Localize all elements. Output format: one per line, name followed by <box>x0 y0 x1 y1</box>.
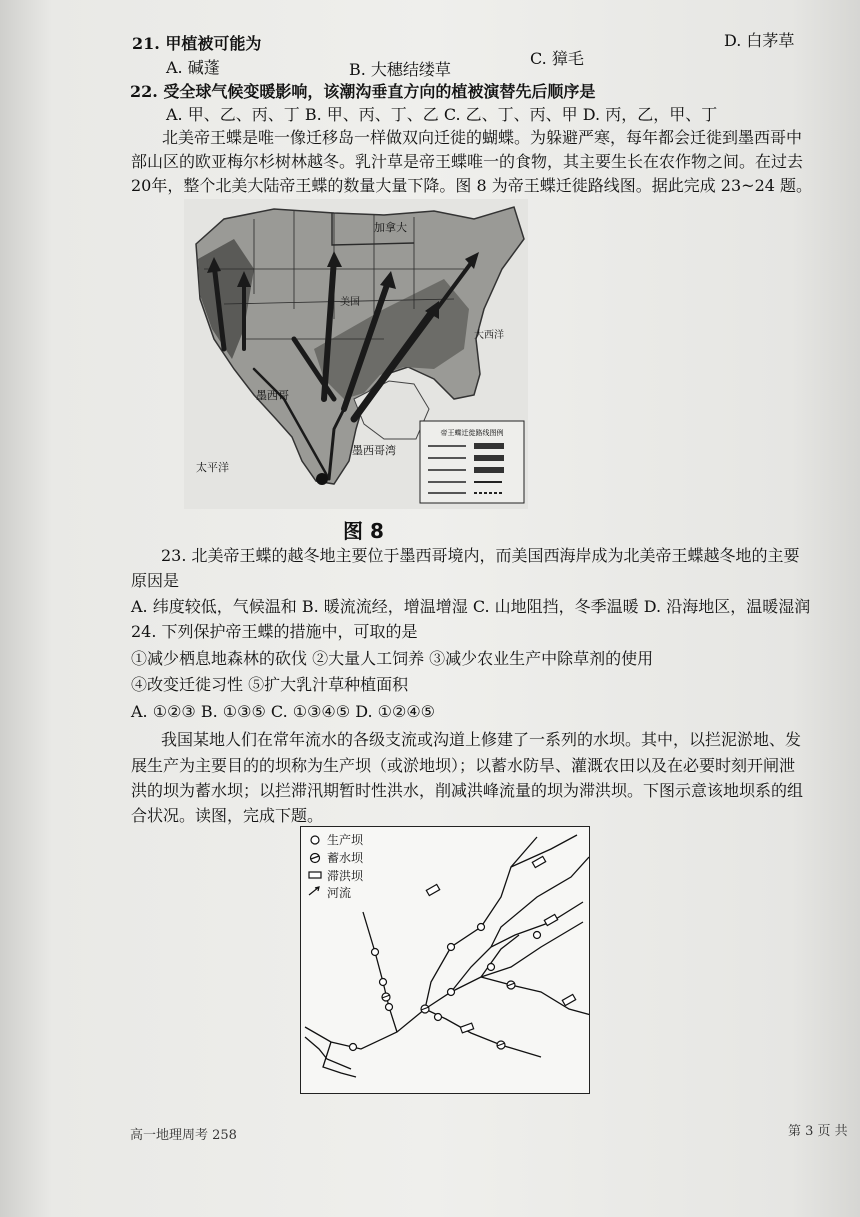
q24-items-line1: ①减少栖息地森林的砍伐 ②大量人工饲养 ③减少农业生产中除草剂的使用 <box>131 649 654 668</box>
label-pacific: 太平洋 <box>196 461 229 474</box>
production-dam <box>386 1004 393 1011</box>
map-legend <box>420 421 524 503</box>
figure8-caption: 图 8 <box>343 519 384 543</box>
production-dam <box>448 944 455 951</box>
label-canada: 加拿大 <box>374 221 407 234</box>
storage-dam-symbol <box>311 854 320 863</box>
storage-dam <box>507 981 515 989</box>
q21-stem: 21. 甲植被可能为 <box>132 34 262 53</box>
q21-option-c: C. 獐毛 <box>530 49 584 68</box>
label-mexico: 墨西哥 <box>256 389 289 402</box>
production-dam <box>488 964 495 971</box>
flood-dam <box>426 884 439 895</box>
monarch-migration-map <box>184 199 528 509</box>
passage2-line1: 我国某地人们在常年流水的各级支流或沟道上修建了一系列的水坝。其中，以拦泥淤地、发 <box>161 730 802 749</box>
production-dam <box>380 979 387 986</box>
production-dam-symbol <box>311 836 319 844</box>
passage2-line2: 展生产为主要目的的坝称为生产坝（或淤地坝）；以蓄水防旱、灌溉农田以及在必要时刻开闸泄 <box>131 756 796 775</box>
production-dam <box>350 1044 357 1051</box>
production-dam <box>435 1014 442 1021</box>
footer-page-number: 第 3 页 共 <box>788 1124 848 1139</box>
flood-dam-symbol <box>309 872 321 878</box>
q21-option-a: A. 碱蓬 <box>166 58 220 77</box>
map-legend-title: 帝王蝶迁徙路线图例 <box>440 429 504 437</box>
passage2-line4: 合状况。读图，完成下题。 <box>131 806 324 825</box>
production-dam <box>534 932 541 939</box>
legend-flood-dam: 滞洪坝 <box>327 869 364 883</box>
legend-river: 河流 <box>327 886 352 900</box>
storage-dam <box>497 1041 505 1049</box>
flood-dam <box>532 856 545 867</box>
q22-options: A. 甲、乙、丙、丁 B. 甲、丙、丁、乙 C. 乙、丁、丙、甲 D. 丙，乙，甲、丁 <box>166 105 718 124</box>
wintering-site-marker <box>316 473 328 485</box>
flood-dam <box>544 914 557 925</box>
q23-options: A. 纬度较低，气候温和 B. 暖流流经，增温增湿 C. 山地阻挡，冬季温暖 D. 沿海地区，温暖湿润 <box>131 597 811 616</box>
q24-options: A. ①②③ B. ①③⑤ C. ①③④⑤ D. ①②④⑤ <box>131 702 435 721</box>
q24-items-line2: ④改变迁徙习性 ⑤扩大乳汁草种植面积 <box>131 675 409 694</box>
q22-stem: 22. 受全球气候变暖影响，该潮沟垂直方向的植被演替先后顺序是 <box>130 82 596 101</box>
dam-system-diagram <box>300 826 590 1094</box>
footer-left: 高一地理周考 258 <box>130 1128 237 1143</box>
flood-dam <box>562 994 575 1005</box>
river-symbol <box>309 887 319 895</box>
dam-legend <box>309 832 364 900</box>
q21-option-b: B. 大穗结缕草 <box>349 60 451 79</box>
dam-diagram-graphic <box>301 827 589 1093</box>
production-dam <box>372 949 379 956</box>
legend-production-dam: 生产坝 <box>327 833 364 847</box>
q23-stem-line2: 原因是 <box>131 571 180 590</box>
passage1-line2: 部山区的欧亚梅尔杉树林越冬。乳汁草是帝王蝶唯一的食物，其主要生长在农作物之间。在过去 <box>131 152 804 171</box>
q21-option-d: D. 白茅草 <box>724 31 795 50</box>
production-dam <box>448 989 455 996</box>
label-usa: 美国 <box>340 297 360 308</box>
legend-storage-dam: 蓄水坝 <box>327 851 364 865</box>
passage1-line1: 北美帝王蝶是唯一像迁移岛一样做双向迁徙的蝴蝶。为躲避严寒，每年都会迁徙到墨西哥中 <box>162 128 803 147</box>
q24-stem: 24. 下列保护帝王蝶的措施中，可取的是 <box>131 622 418 641</box>
production-dam <box>478 924 485 931</box>
label-gulf-of-mexico: 墨西哥湾 <box>352 444 396 457</box>
passage1-line3: 20年，整个北美大陆帝王蝶的数量大量下降。图 8 为帝王蝶迁徙路线图。据此完成 23~24 题。 <box>131 176 813 195</box>
storage-dam <box>421 1005 429 1013</box>
label-atlantic: 大西洋 <box>474 330 504 341</box>
q23-stem-line1: 23. 北美帝王蝶的越冬地主要位于墨西哥境内，而美国西海岸成为北美帝王蝶越冬地的主要 <box>161 546 800 565</box>
storage-dam <box>382 993 390 1001</box>
map-graphic <box>184 199 528 509</box>
passage2-line3: 洪的坝为蓄水坝；以拦滞汛期暂时性洪水，削减洪峰流量的坝为滞洪坝。下图示意该地坝系的组 <box>131 781 804 800</box>
flood-dam <box>460 1023 473 1033</box>
